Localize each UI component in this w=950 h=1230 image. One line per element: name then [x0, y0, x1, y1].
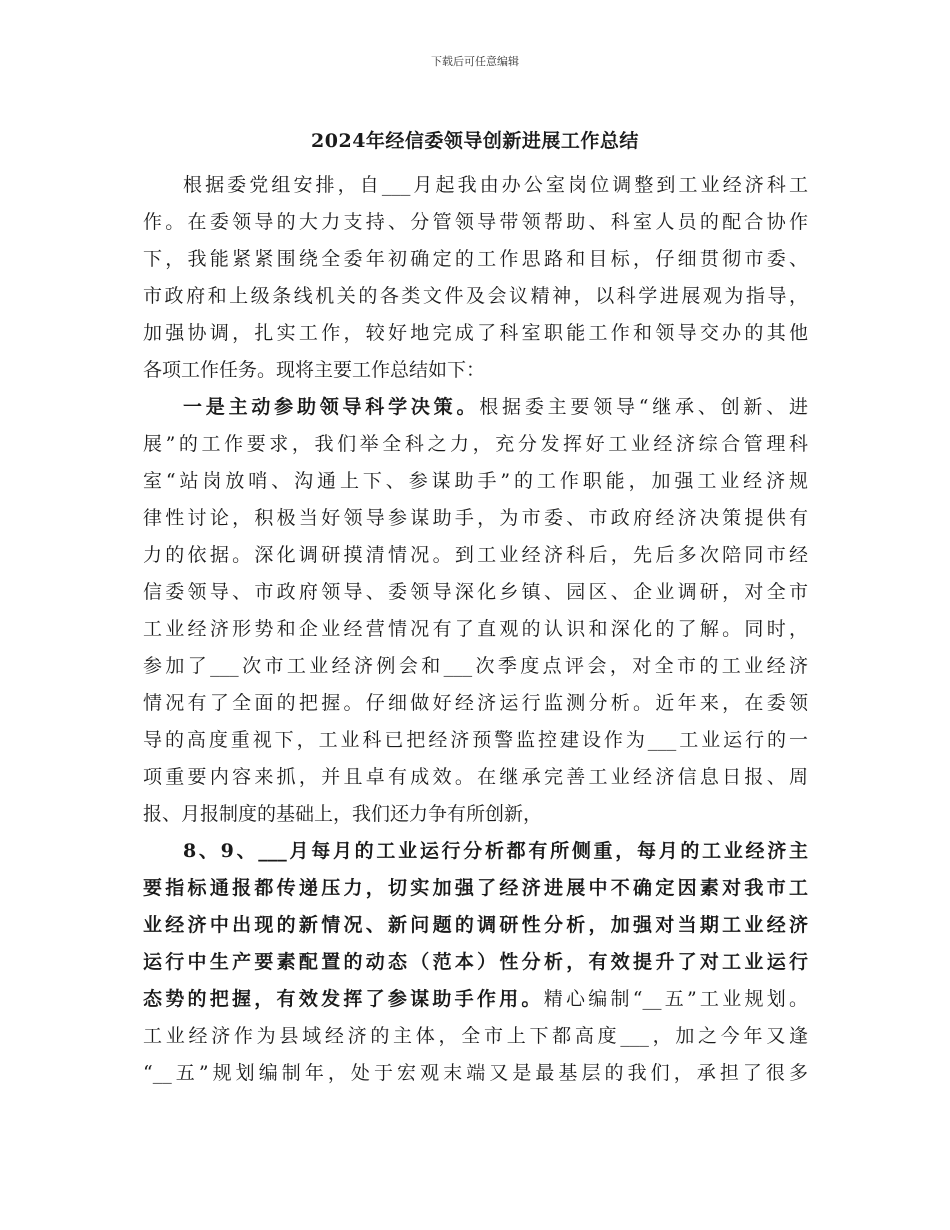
line-text: 各项工作任务。现将主要工作总结如下： — [143, 359, 486, 381]
bold-text: 业经济中出现的新情况、新问题的调研性分析，加强对当期工业经济 — [143, 914, 808, 936]
line-text: 根据委主要领导“继承、创新、进 — [479, 396, 808, 418]
body-line — [143, 389, 808, 426]
body-line — [143, 611, 808, 648]
line-text: “__五”规划编制年，处于宏观末端又是最基层的我们，承担了很多 — [143, 1062, 808, 1084]
body-line — [143, 278, 808, 315]
line-text: 精心编制“__五”工业规划。 — [543, 988, 808, 1010]
bold-text: 运行中生产要素配置的动态（范本）性分析，有效提升了对工业运行 — [143, 951, 808, 973]
body-line — [143, 574, 808, 611]
body-line — [143, 759, 808, 796]
line-text: 展”的工作要求，我们举全科之力，充分发挥好工业经济综合管理科 — [143, 433, 808, 455]
header-note: 下载后可任意编辑 — [431, 55, 519, 68]
line-text: 下，我能紧紧围绕全委年初确定的工作思路和目标，仔细贯彻市委、 — [143, 248, 808, 270]
bold-text: 8、9、___月每月的工业运行分析都有所侧重，每月的工业经济主 — [183, 840, 808, 862]
body-line — [143, 870, 808, 907]
line-text: 市政府和上级条线机关的各类文件及会议精神，以科学进展观为指导， — [143, 285, 808, 307]
line-text: 工业经济形势和企业经营情况有了直观的认识和深化的了解。同时， — [143, 618, 808, 640]
document-title: 2024年经信委领导创新进展工作总结 — [311, 130, 639, 152]
line-text: 工业经济作为县域经济的主体，全市上下都高度___，加之今年又逢 — [143, 1025, 808, 1047]
body-line — [143, 833, 808, 870]
bold-text: 态势的把握，有效发挥了参谋助手作用。 — [143, 988, 544, 1010]
line-text: 律性讨论，积极当好领导参谋助手，为市委、市政府经济决策提供有 — [143, 507, 808, 529]
document-body — [143, 167, 808, 1092]
line-text: 力的依据。深化调研摸清情况。到工业经济科后，先后多次陪同市经 — [143, 544, 808, 566]
body-line — [143, 685, 808, 722]
line-text: 项重要内容来抓，并且卓有成效。在继承完善工业经济信息日报、周 — [143, 766, 808, 788]
line-text: 信委领导、市政府领导、委领导深化乡镇、园区、企业调研，对全市 — [143, 581, 808, 603]
line-text: 作。在委领导的大力支持、分管领导带领帮助、科室人员的配合协作 — [143, 211, 808, 233]
body-line — [143, 241, 808, 278]
line-text: 报、月报制度的基础上，我们还力争有所创新， — [143, 803, 543, 825]
body-line — [143, 648, 808, 685]
body-line — [143, 944, 808, 981]
bold-text: 要指标通报都传递压力，切实加强了经济进展中不确定因素对我市工 — [143, 877, 808, 899]
body-line — [143, 722, 808, 759]
body-line — [143, 352, 808, 389]
body-line — [143, 500, 808, 537]
body-line — [143, 463, 808, 500]
body-line — [143, 426, 808, 463]
body-line — [143, 907, 808, 944]
body-line — [143, 204, 808, 241]
line-text: 参加了___次市工业经济例会和___次季度点评会，对全市的工业经济 — [143, 655, 808, 677]
body-line — [143, 981, 808, 1018]
line-text: 加强协调，扎实工作，较好地完成了科室职能工作和领导交办的其他 — [143, 322, 808, 344]
body-line — [143, 1018, 808, 1055]
body-line — [143, 537, 808, 574]
line-text: 根据委党组安排，自___月起我由办公室岗位调整到工业经济科工 — [183, 174, 808, 196]
line-text: 情况有了全面的把握。仔细做好经济运行监测分析。近年来，在委领 — [143, 692, 808, 714]
body-line — [143, 1055, 808, 1092]
body-line — [143, 167, 808, 204]
body-line — [143, 315, 808, 352]
line-text: 导的高度重视下，工业科已把经济预警监控建设作为___工业运行的一 — [143, 729, 808, 751]
line-text: 室“站岗放哨、沟通上下、参谋助手”的工作职能，加强工业经济规 — [143, 470, 808, 492]
body-line — [143, 796, 808, 833]
bold-text: 一是主动参助领导科学决策。 — [183, 396, 480, 418]
